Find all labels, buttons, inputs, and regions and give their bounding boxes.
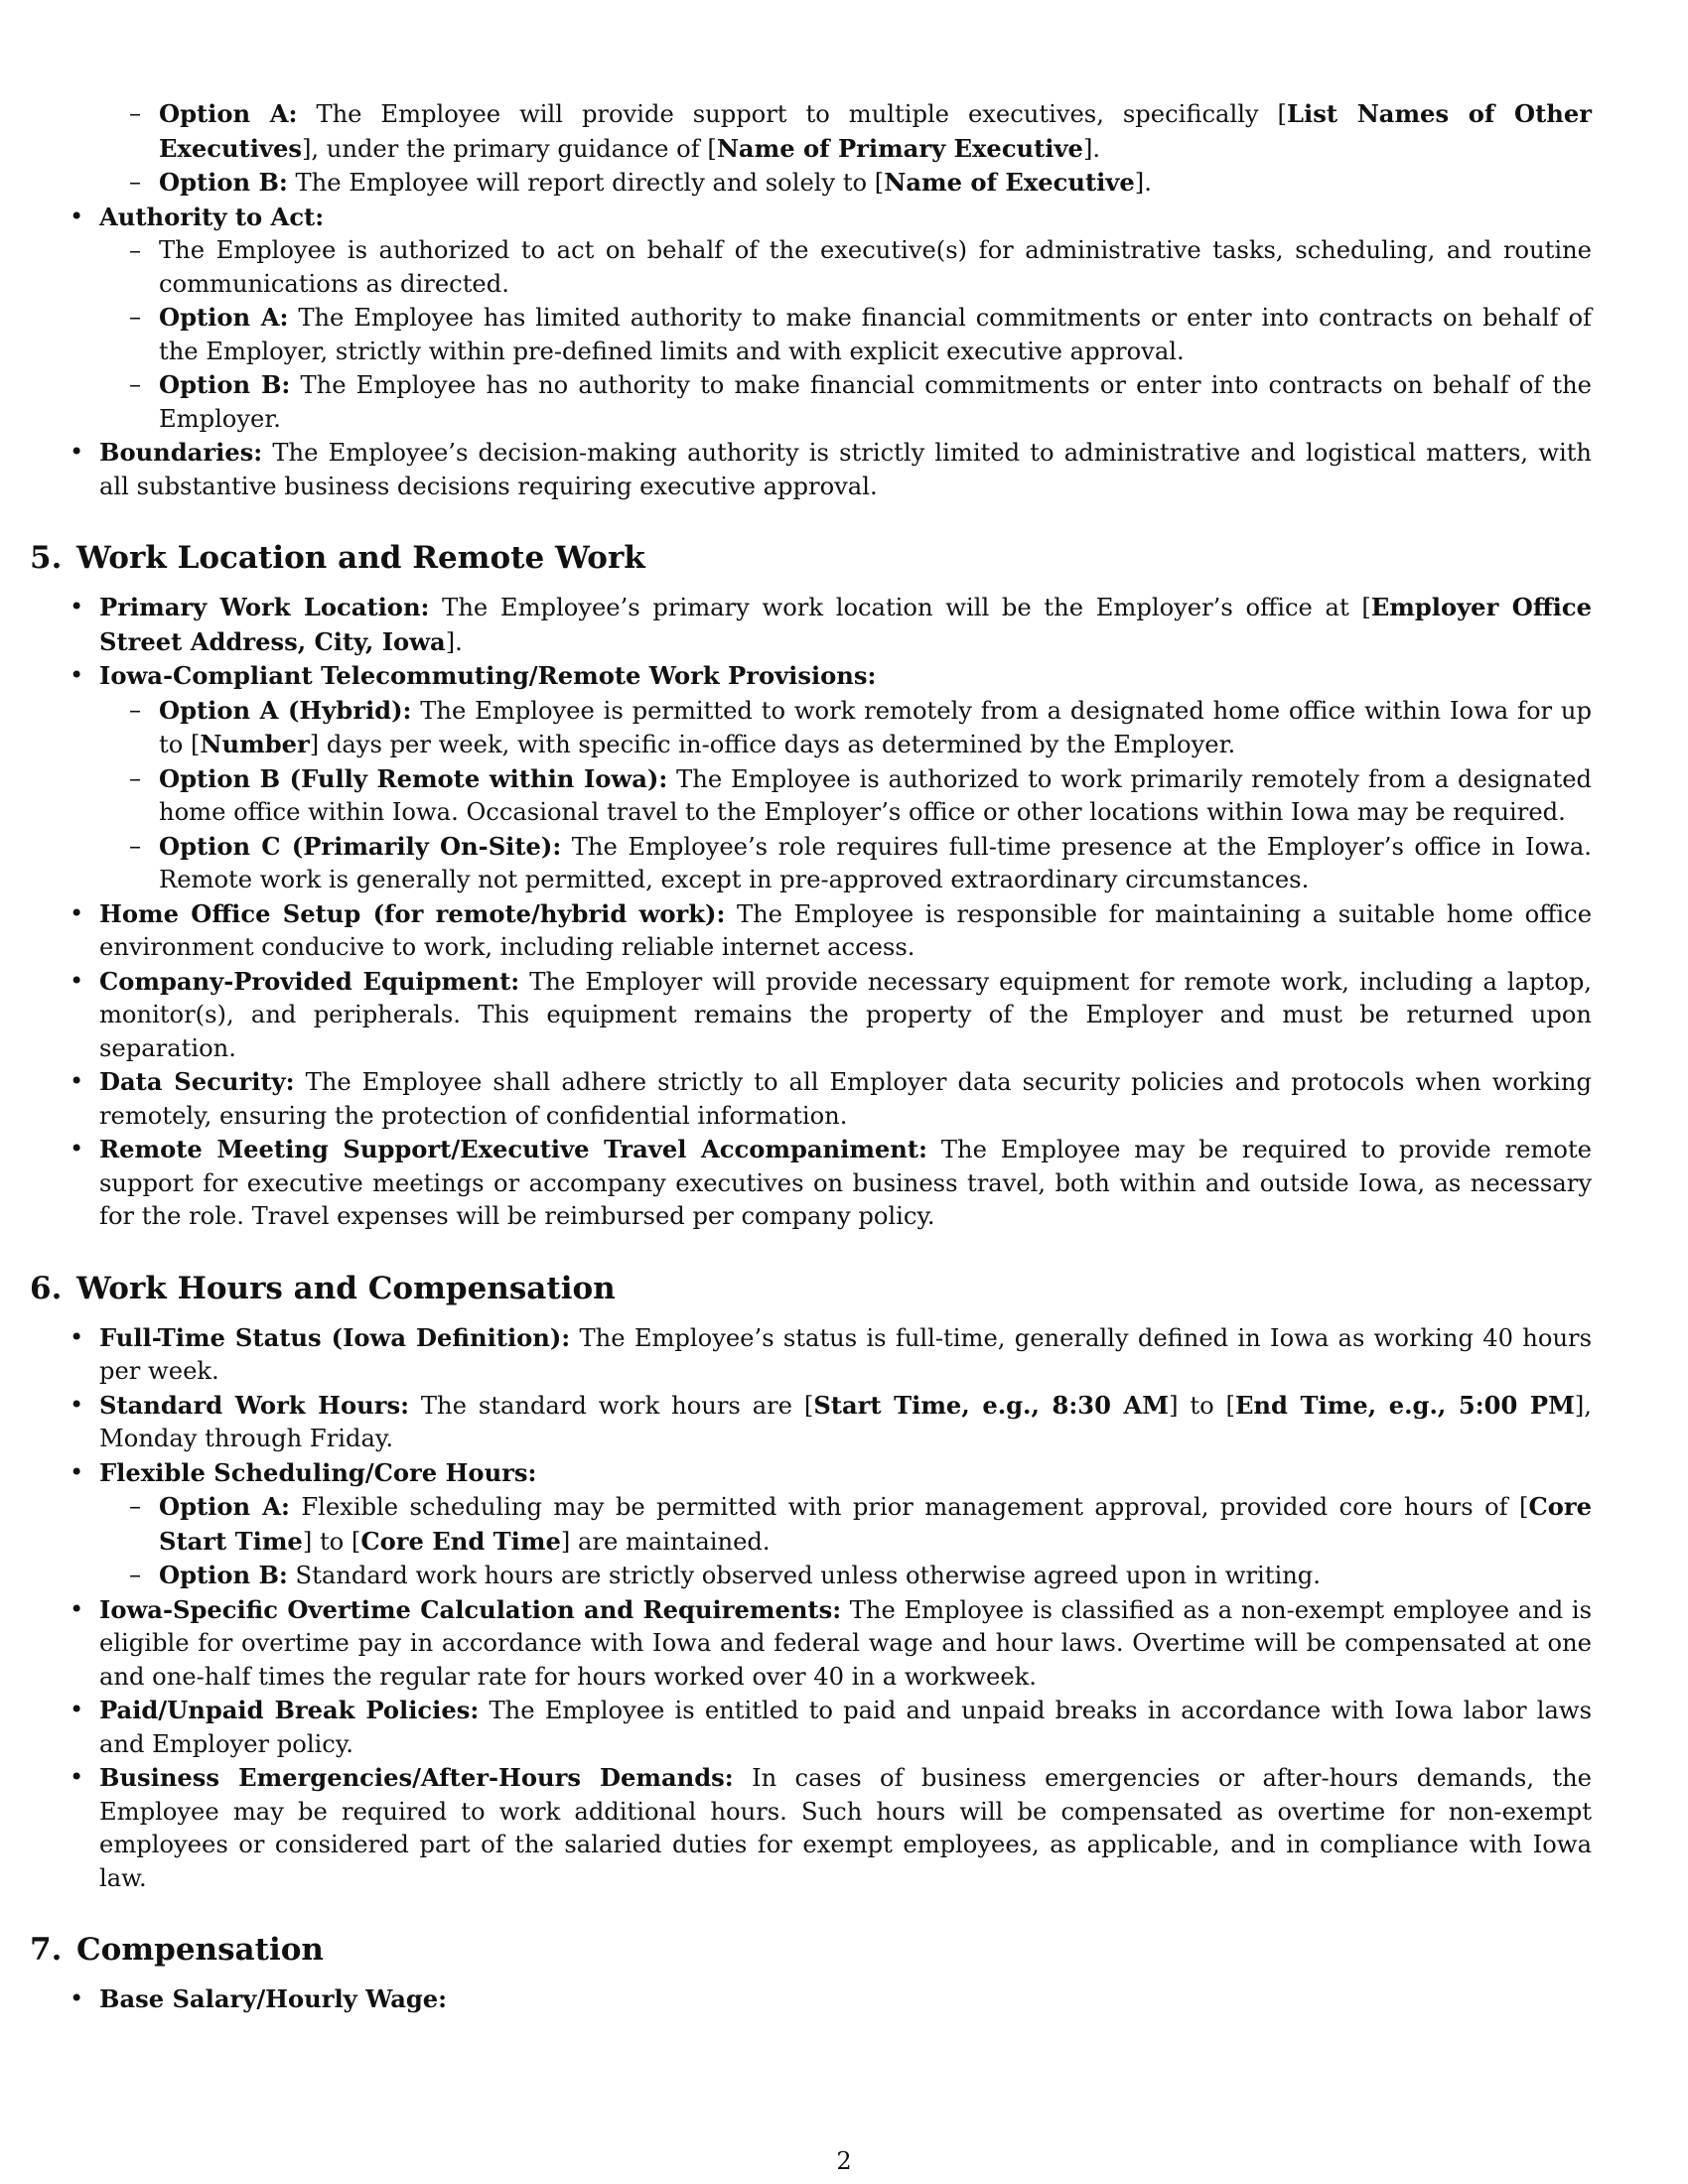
reporting-options-list [99, 97, 1592, 201]
list-item: – Option C (Primarily On-Site): The Employee’s role requires full-time presence at the Employer’s office in Iowa. Remote work is generally not permitted, except in pre-approved extraordinary circumstances. [99, 830, 1592, 897]
list-item: – Option B: The Employee will report directly and solely to [Name of Executive]. [99, 166, 1592, 201]
list-item: – Option B: The Employee has no authority to make financial commitments or enter into contracts on behalf of the Employer. [99, 368, 1592, 436]
list-item: • Iowa-Specific Overtime Calculation and Requirements: The Employee is classified as a non-exempt employee and is eligible for overtime pay in accordance with Iowa and federal wage and hour laws. Overtime will be compensated at one and one-half times the regular rate for hours worked over 40 in a workweek. [30, 1593, 1592, 1695]
section5-list [30, 591, 1592, 1234]
list-item: • Primary Work Location: The Employee’s primary work location will be the Employer’s office at [Employer Office Street Address, City, Iowa]. [30, 591, 1592, 659]
list-item: • Data Security: The Employee shall adhere strictly to all Employer data security policies and protocols when working remotely, ensuring the protection of confidential information. [30, 1065, 1592, 1133]
list-item: – Option A (Hybrid): The Employee is permitted to work remotely from a designated home office within Iowa for up to [Number] days per week, with specific in-office days as determined by the Employer. [99, 694, 1592, 762]
authority-sublist [99, 234, 1592, 436]
list-item: • Boundaries: The Employee’s decision-making authority is strictly limited to administrative and logistical matters, with all substantive business decisions requiring executive approval. [30, 436, 1592, 503]
section-heading: 6. Work Hours and Compensation [30, 1270, 616, 1306]
list-item: – Option A: The Employee will provide support to multiple executives, specifically [List Names of Other Executives], under the primary guidance of [Name of Primary Executive]. [99, 97, 1592, 166]
telecommuting-sublist [99, 694, 1592, 897]
list-item: – Option B (Fully Remote within Iowa): The Employee is authorized to work primarily remotely from a designated home office within Iowa. Occasional travel to the Employer’s office or other locations within Iowa may be required. [99, 762, 1592, 830]
list-item: • Flexible Scheduling/Core Hours: – Option A: Flexible scheduling may be permitted with prior management approval, provided core hours of [Core Start Time] to [Core End Time] are maintained. – Option B: Standard work hours are strictly observed unless otherwise agreed upon in writing. [30, 1456, 1592, 1593]
section-heading: 7. Compensation [30, 1932, 324, 1968]
list-item: – The Employee is authorized to act on behalf of the executive(s) for administrative tasks, scheduling, and routine communications as directed. [99, 234, 1592, 301]
list-item: • Full-Time Status (Iowa Definition): The Employee’s status is full-time, generally defined in Iowa as working 40 hours per week. [30, 1321, 1592, 1389]
page-number: 2 [836, 2147, 852, 2175]
section7-list [30, 1982, 1592, 2017]
list-item: – Option A: The Employee has limited authority to make financial commitments or enter into contracts on behalf of the Employer, strictly within pre-defined limits and with explicit executive approval. [99, 301, 1592, 368]
list-item: • Base Salary/Hourly Wage: [30, 1982, 1592, 2017]
list-item: • Iowa-Compliant Telecommuting/Remote Work Provisions: – Option A (Hybrid): The Employee is permitted to work remotely from a designated home office within Iowa for up to [Number] days per week, with specific in-office days as determined by the Employer. – Option B (Fully Remote within Iowa): The Employee is authorized to work primarily remotely from a designated home office within Iowa. Occasional travel to the Employer’s office or other locations within Iowa may be required. – Option C (Primarily On-Site): The Employee’s role requires full-time presence at the Employer’s office in Iowa. Remote work is generally not permitted, except in pre-approved extraordinary circumstances. [30, 659, 1592, 897]
document-page [30, 97, 1593, 2017]
list-item: – Option B: Standard work hours are strictly observed unless otherwise agreed upon in writing. [99, 1559, 1592, 1593]
list-item: – Option A: Flexible scheduling may be permitted with prior management approval, provided core hours of [Core Start Time] to [Core End Time] are maintained. [99, 1490, 1592, 1559]
list-item: • Remote Meeting Support/Executive Travel Accompaniment: The Employee may be required to provide remote support for executive meetings or accompany executives on business travel, both within and outside Iowa, as necessary for the role. Travel expenses will be reimbursed per company policy. [30, 1133, 1592, 1234]
list-item: • Company-Provided Equipment: The Employer will provide necessary equipment for remote work, including a laptop, monitor(s), and peripherals. This equipment remains the property of the Employer and must be returned upon separation. [30, 965, 1592, 1066]
list-item: • Business Emergencies/After-Hours Demands: In cases of business emergencies or after-hours demands, the Employee may be required to work additional hours. Such hours will be compensated as overtime for non-exempt employees or considered part of the salaried duties for exempt employees, as applicable, and in compliance with Iowa law. [30, 1761, 1592, 1895]
list-item: • Standard Work Hours: The standard work hours are [Start Time, e.g., 8:30 AM] to [End Time, e.g., 5:00 PM], Monday through Friday. [30, 1389, 1592, 1456]
list-item: • Authority to Act: – The Employee is authorized to act on behalf of the executive(s) for administrative tasks, scheduling, and routine communications as directed. – Option A: The Employee has limited authority to make financial commitments or enter into contracts on behalf of the Employer, strictly within pre-defined limits and with explicit executive approval. – Option B: The Employee has no authority to make financial commitments or enter into contracts on behalf of the Employer. [30, 201, 1592, 437]
list-item: • Paid/Unpaid Break Policies: The Employee is entitled to paid and unpaid breaks in accordance with Iowa labor laws and Employer policy. [30, 1694, 1592, 1761]
section-heading: 5. Work Location and Remote Work [30, 540, 645, 576]
flexible-sublist [99, 1490, 1592, 1593]
section4-list [30, 201, 1592, 504]
list-item: • Home Office Setup (for remote/hybrid work): The Employee is responsible for maintaining a suitable home office environment conducive to work, including reliable internet access. [30, 897, 1592, 965]
section6-list [30, 1321, 1592, 1896]
